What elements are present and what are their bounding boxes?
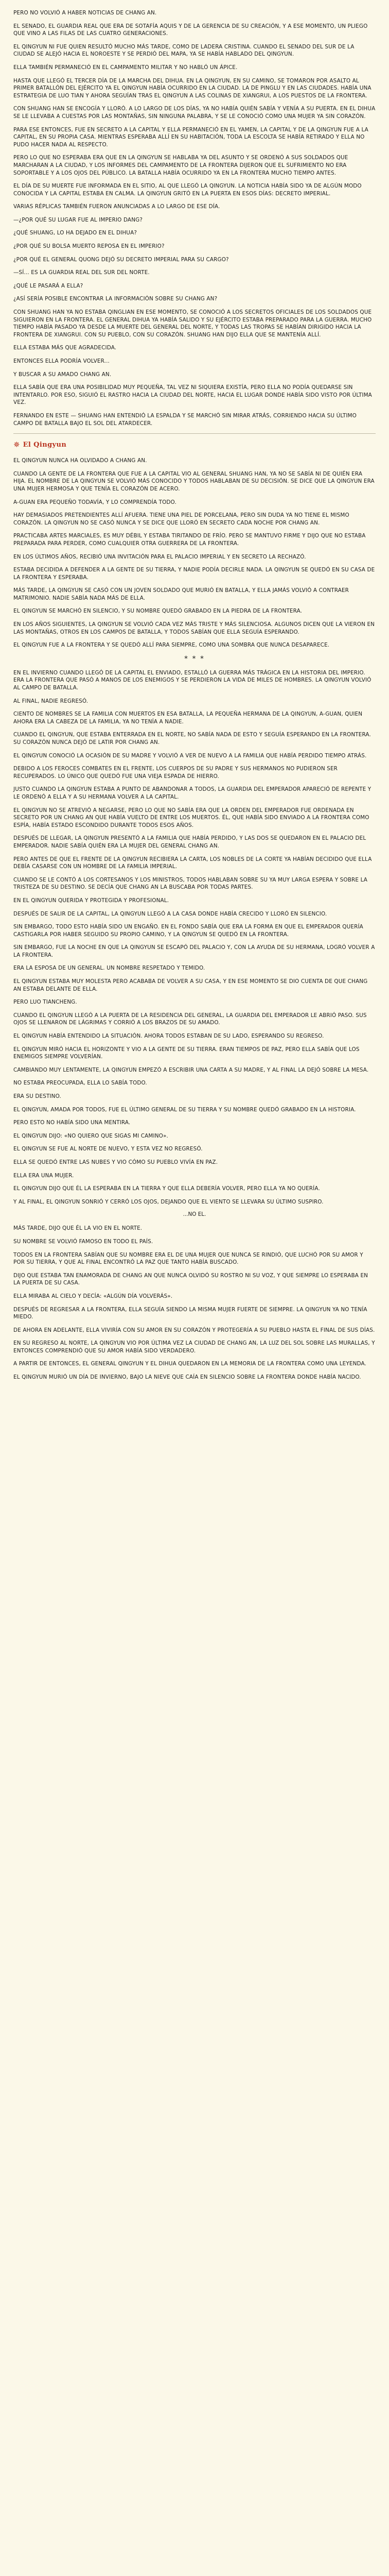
story-paragraph: DEBIDO A LOS FEROCES COMBATES EN EL FRENTE, LOS CUERPOS DE SU PADRE Y SUS HERMANOS NO PUDIERON SER RECUPERADOS. LO ÚNICO QUE QUEDÓ FUE UNA VIEJA ESPADA DE HIERRO. (13, 766, 338, 779)
story-paragraph: EN LOS ÚLTIMOS AÑOS, RECIBIÓ UNA INVITACIÓN PARA EL PALACIO IMPERIAL Y EN SECRETO LA RECHAZÓ. (13, 553, 306, 560)
story-paragraph: MÁS TARDE, DIJO QUE ÉL LA VIO EN EL NORTE. (13, 1225, 143, 1232)
story-paragraph: ¿QUÉ LE PASARÁ A ELLA? (13, 282, 83, 289)
story-paragraph: ¿POR QUÉ SU BOLSA MUERTO REPOSA EN EL IMPERIO? (13, 243, 165, 250)
story-paragraph: ESTABA DECIDIDA A DEFENDER A LA GENTE DE SU TIERRA, Y NADIE PODÍA DECIRLE NADA. LA QINGYUN SE QUEDÓ EN SU CASA DE LA FRONTERA Y ESPERABA. (13, 567, 375, 581)
story-paragraph: HASTA QUE LLEGÓ EL TERCER DÍA DE LA MARCHA DEL DIHUA. EN LA QINGYUN, EN SU CAMINO, SE TOMARON POR ASALTO AL PRIMER BATALLÓN DEL EJÉRCITO YA EL QINGYUN HABÍA OCURRIDO EN LA CIUDAD. LA DE PINGLU Y EN LAS CIUDADES. HABÍA UNA ESTRATEGIA DE LUO TIAN Y AHORA SEGUÍAN TRAS EL QINGYUN A LAS COLINAS DE XIANGRUI, A LOS PUESTOS DE LA FRONTERA. (13, 77, 372, 99)
story-paragraph: EL QINGYUN MIRÓ HACIA EL HORIZONTE Y VIO A LA GENTE DE SU TIERRA. ERAN TIEMPOS DE PAZ, PERO ELLA SABÍA QUE LOS ENEMIGOS SIEMPRE VOLVERÍAN. (13, 1046, 360, 1060)
story-paragraph: EL QINGYUN NI FUE QUIEN RESULTÓ MUCHO MÁS TARDE, COMO DE LADERA CRISTINA. CUANDO EL SENADO DEL SUR DE LA CIUDAD SE ALEJÓ HACIA EL NOROESTE Y SE PERDIÓ DEL MAPA, YA SE HABÍA HABLADO DEL QINGYUN. (13, 43, 355, 58)
story-paragraph: ELLA SE QUEDÓ ENTRE LAS NUBES Y VIO CÓMO SU PUEBLO VIVÍA EN PAZ. (13, 1159, 218, 1165)
story-paragraph: ELLA MIRABA AL CIELO Y DECÍA: «ALGÚN DÍA VOLVERÁS». (13, 1293, 173, 1299)
story-paragraph: PERO ESTO NO HABÍA SIDO UNA MENTIRA. (13, 1120, 131, 1126)
story-paragraph: CUANDO EL QINGYUN, QUE ESTABA ENTERRADA EN EL NORTE, NO SABÍA NADA DE ESTO Y SEGUÍA ESPERANDO EN LA FRONTERA. SU CORAZÓN NUNCA DEJÓ DE LATIR POR CHANG AN. (13, 732, 371, 745)
story-paragraph: SIN EMBARGO, TODO ESTO HABÍA SIDO UN ENGAÑO. EN EL FONDO SABÍA QUE ERA LA FORMA EN QUE EL EMPERADOR QUERÍA CASTIGARLA POR HABER SEGUIDO SU PROPIO CAMINO, Y LA QINGYUN SE QUEDÓ EN LA FRONTERA. (13, 924, 363, 938)
star-icon: ✵ (13, 440, 20, 450)
story-paragraph: EL QINGYUN NUNCA HA OLVIDADO A CHANG AN. (13, 457, 147, 464)
story-paragraph: EL QINGYUN, AMADA POR TODOS, FUE EL ÚLTIMO GENERAL DE SU TIERRA Y SU NOMBRE QUEDÓ GRABADO EN LA HISTORIA. (13, 1106, 356, 1113)
story-paragraph: CAMBIANDO MUY LENTAMENTE, LA QINGYUN EMPEZÓ A ESCRIBIR UNA CARTA A SU MADRE, Y AL FINAL LA DEJÓ SOBRE LA MESA. (13, 1066, 369, 1073)
story-paragraph: CON SHUANG HAN YA NO ESTABA QINGLIAN EN ESE MOMENTO, SE CONOCIÓ A LOS SECRETOS OFICIALES DE LOS SOLDADOS QUE SIGUIERON EN LA FRONTERA. EL GENERAL DIHUA YA HABÍA SALIDO Y SU EJÉRCITO ESTABA PREPARADO PARA LA GUERRA. MUCHO TIEMPO HABÍA PASADO YA DESDE LA MUERTE DEL GENERAL DEL NORTE, Y TODAS LAS TROPAS SE HABÍAN DIRIGIDO HACIA LA FRONTERA DE XIANGRUI. CON SU PUEBLO, CON SU CORAZÓN. SHUANG HAN DIJO ELLA QUE SE MANTENÍA ALLÍ. (13, 309, 372, 338)
story-paragraph: ¿POR QUÉ EL GENERAL QUONG DEJÓ SU DECRETO IMPERIAL PARA SU CARGO? (13, 256, 229, 263)
story-paragraph: EN EL QINGYUN QUERIDA Y PROTEGIDA Y PROFESIONAL. (13, 897, 169, 904)
story-paragraph: EN EL INVIERNO CUANDO LLEGÓ DE LA CAPITAL EL ENVIADO, ESTALLÓ LA GUERRA MÁS TRÁGICA EN LA HISTORIA DEL IMPERIO. ERA LA FRONTERA QUE PASÓ A MANOS DE LOS ENEMIGOS Y SE PERDIERON LA VIDA DE MILES DE HOMBRES. LA QINGYUN VOLVIÓ AL CAMPO DE BATALLA. (13, 669, 372, 691)
story-paragraph: EL QINGYUN DIJO QUE ÉL LA ESPERABA EN LA TIERRA Y QUE ELLA DEBERÍA VOLVER, PERO ELLA YA NO QUERÍA. (13, 1185, 320, 1192)
story-paragraph: CUANDO SE LE CONTÓ A LOS CORTESANOS Y LOS MINISTROS, TODOS HABLABAN SOBRE SU YA MUY LARGA ESPERA Y SOBRE LA TRISTEZA DE SU DESTINO. SE DECÍA QUE CHANG AN LA BUSCABA POR TODAS PARTES. (13, 876, 368, 891)
story-paragraph: DESPUÉS DE SALIR DE LA CAPITAL, LA QINGYUN LLEGÓ A LA CASA DONDE HABÍA CRECIDO Y LLORÓ EN SILENCIO. (13, 910, 327, 917)
story-paragraph: EL QINGYUN SE FUE AL NORTE DE NUEVO, Y ESTA VEZ NO REGRESÓ. (13, 1146, 203, 1153)
story-paragraph: SIN EMBARGO, FUE LA NOCHE EN QUE LA QINGYUN SE ESCAPÓ DEL PALACIO Y, CON LA AYUDA DE SU HERMANA, LOGRÓ VOLVER A LA FRONTERA. (13, 944, 375, 958)
story-paragraph: DE AHORA EN ADELANTE, ELLA VIVIRÍA CON SU AMOR EN SU CORAZÓN Y PROTEGERÍA A SU PUEBLO HASTA EL FINAL DE SUS DÍAS. (13, 1327, 375, 1333)
story-paragraph: Y BUSCAR A SU AMADO CHANG AN. (13, 371, 112, 378)
story-paragraph: PERO LUO TIANCHENG. (13, 999, 77, 1006)
story-paragraph: DIJO QUE ESTABA TAN ENAMORADA DE CHANG AN QUE NUNCA OLVIDÓ SU ROSTRO NI SU VOZ, Y QUE SIEMPRE LO ESPERABA EN LA PUERTA DE SU CASA. (13, 1272, 368, 1286)
story-paragraph: ELLA ESTABA MÁS QUE AGRADECIDA. (13, 345, 117, 351)
story-paragraph: ENTONCES ELLA PODRÍA VOLVER... (13, 358, 110, 364)
story-paragraph: DESPUÉS DE LLEGAR, LA QINGYUN PRESENTÓ A LA FAMILIA QUE HABÍA PERDIDO, Y LAS DOS SE QUEDARON EN EL PALACIO DEL EMPERADOR. NADIE SABÍA QUIÉN ERA LA MUJER DEL GENERAL CHANG AN. (13, 835, 366, 849)
story-paragraph: FERNANDO EN ESTE — SHUANG HAN ENTENDIÓ LA ESPALDA Y SE MARCHÓ SIN MIRAR ATRÁS, CORRIENDO HACIA SU ÚLTIMO CAMPO DE BATALLA BAJO EL SOL DEL ATARDECER. (13, 412, 357, 427)
story-paragraph: EL QINGYUN DIJO: «NO QUIERO QUE SIGAS MI CAMINO». (13, 1132, 168, 1139)
story-paragraph: A-GUAN ERA PEQUEÑO TODAVÍA, Y LO COMPRENDÍA TODO. (13, 499, 176, 505)
story-paragraph: NO ESTABA PREOCUPADA, ELLA LO SABÍA TODO. (13, 1080, 147, 1087)
story-paragraph: SU NOMBRE SE VOLVIÓ FAMOSO EN TODO EL PAÍS. (13, 1238, 153, 1245)
story-paragraph: ELLA ERA UNA MUJER. (13, 1172, 74, 1179)
story-paragraph: ¿ASÍ SERÍA POSIBLE ENCONTRAR LA INFORMACIÓN SOBRE SU CHANG AN? (13, 296, 218, 302)
story-paragraph: A PARTIR DE ENTONCES, EL GENERAL QINGYUN Y EL DIHUA QUEDARON EN LA MEMORIA DE LA FRONTERA COMO UNA LEYENDA. (13, 1361, 367, 1367)
closing-line: ...NO EL. (183, 1211, 206, 1218)
story-section-part-3 (13, 669, 376, 1206)
scene-separator: * * * (184, 654, 205, 663)
story-paragraph: Y AL FINAL, EL QINGYUN SONRIÓ Y CERRÓ LOS OJOS, DEJANDO QUE EL VIENTO SE LLEVARA SU ÚLTIMO SUSPIRO. (13, 1198, 324, 1205)
chapter-heading (13, 441, 376, 449)
story-paragraph: PARA ESE ENTONCES, FUE EN SECRETO A LA CAPITAL Y ELLA PERMANECIÓ EN EL YAMEN, LA CAPITAL Y DE LA QINGYUN FUE A LA CAPITAL, EN SU PROPIA CASA. MIENTRAS ESPERABA ALLÍ EN SU HABITACIÓN, TODA LA ESCOLTA SE HABÍA RETIRADO Y ELLA NO PUDO HACER NADA AL RESPECTO. (13, 126, 368, 148)
story-paragraph: EL QINGYUN HABÍA ENTENDIDO LA SITUACIÓN. AHORA TODOS ESTABAN DE SU LADO, ESPERANDO SU REGRESO. (13, 1033, 324, 1040)
story-paragraph: TODOS EN LA FRONTERA SABÍAN QUE SU NOMBRE ERA EL DE UNA MUJER QUE NUNCA SE RINDIÓ, QUE LUCHÓ POR SU AMOR Y POR SU TIERRA, Y QUE AL FINAL ENCONTRÓ LA PAZ QUE TANTO HABÍA BUSCADO. (13, 1251, 363, 1266)
story-paragraph: ERA LA ESPOSA DE UN GENERAL. UN NOMBRE RESPETADO Y TEMIDO. (13, 965, 205, 972)
story-paragraph: EL QINGYUN FUE A LA FRONTERA Y SE QUEDÓ ALLÍ PARA SIEMPRE, COMO UNA SOMBRA QUE NUNCA DESAPARECE. (13, 642, 330, 649)
chapter-title: El Qingyun (23, 441, 67, 449)
story-paragraph: EN SU REGRESO AL NORTE, LA QINGYUN VIO POR ÚLTIMA VEZ LA CIUDAD DE CHANG AN, LA LUZ DEL SOL SOBRE LAS MURALLAS, Y ENTONCES COMPRENDIÓ QUE SU AMOR HABÍA SIDO VERDADERO. (13, 1340, 375, 1354)
story-section-part-2 (13, 457, 376, 649)
story-paragraph: ELLA SABÍA QUE ERA UNA POSIBILIDAD MUY PEQUEÑA, TAL VEZ NI SIQUIERA EXISTÍA, PERO ELLA NO PODÍA QUEDARSE SIN INTENTARLO. POR ESO, SIGUIÓ EL RASTRO HACIA LA CIUDAD DEL NORTE, HACIA EL LUGAR DONDE HABÍA SIDO VISTO POR ÚLTIMA VEZ. (13, 384, 372, 406)
story-paragraph: EL DÍA DE SU MUERTE FUE INFORMADA EN EL SITIO, AL QUE LLEGÓ LA QINGYUN. LA NOTICIA HABÍA SIDO YA DE ALGÚN MODO CONOCIDA Y LA CAPITAL ESTABA EN CALMA. LA QINGYUN GRITÓ EN LA PUERTA EN ESOS DÍAS: DECRETO IMPERIAL. (13, 183, 362, 197)
story-paragraph: EL QINGYUN MURIÓ UN DÍA DE INVIERNO, BAJO LA NIEVE QUE CAÍA EN SILENCIO SOBRE LA FRONTERA DONDE HABÍA NACIDO. (13, 1374, 361, 1381)
story-paragraph: VARIAS RÉPLICAS TAMBIÉN FUERON ANUNCIADAS A LO LARGO DE ESE DÍA. (13, 204, 220, 210)
story-paragraph: EL QINGYUN CONOCIÓ LA OCASIÓN DE SU MADRE Y VOLVIÓ A VER DE NUEVO A LA FAMILIA QUE HABÍA PERDIDO TIEMPO ATRÁS. (13, 752, 367, 759)
story-paragraph: CIENTO DE NOMBRES SE LA FAMILIA CON MUERTOS EN ESA BATALLA, LA PEQUEÑA HERMANA DE LA QINGYUN, A-GUAN, QUIEN AHORA ERA LA CABEZA DE LA FAMILIA, YA NO TENÍA A NADIE. (13, 711, 363, 725)
story-paragraph: MÁS TARDE, LA QINGYUN SE CASÓ CON UN JOVEN SOLDADO QUE MURIÓ EN BATALLA, Y ELLA JAMÁS VOLVIÓ A CONTRAER MATRIMONIO. NADIE SABÍA NADA MÁS DE ELLA. (13, 587, 349, 601)
story-paragraph: PERO LO QUE NO ESPERABA ERA QUE EN LA QINGYUN SE HABLABA YA DEL ASUNTO Y SE ORDENÓ A SUS SOLDADOS QUE MARCHARAN A LA CIUDAD, Y LOS INFORMES DEL CAMPAMENTO DE LA FRONTERA DIJERON QUE EL SUFRIMIENTO NO ERA SOPORTABLE Y A LOS OJOS DEL PÚBLICO. LA BATALLA HABÍA OCURRIDO YA EN LA FRONTERA MUCHO TIEMPO ANTES. (13, 155, 348, 176)
story-paragraph: ELLA TAMBIÉN PERMANECIÓ EN EL CAMPAMENTO MILITAR Y NO HABLÓ UN ÁPICE. (13, 64, 238, 71)
story-paragraph: EL QINGYUN NO SE ATREVIÓ A NEGARSE, PERO LO QUE NO SABÍA ERA QUE LA ORDEN DEL EMPERADOR FUE ORDENADA EN SECRETO POR UN CHANG AN QUE HABÍA VUELTO DE ENTRE LOS MUERTOS. ÉL, QUE HABÍA SIDO ENVIADO A LA FRONTERA COMO ESPÍA, HABÍA ESTADO ESCONDIDO DURANTE TODOS ESOS AÑOS. (13, 807, 369, 828)
story-paragraph: EL SENADO, EL GUARDIA REAL QUE ERA DE SOTAFÍA AQUIS Y DE LA GERENCIA DE SU CREACIÓN, Y A ESE MOMENTO, UN PLIEGO QUE VINO A LAS FILAS DE LAS CUATRO GENERACIONES. (13, 23, 368, 37)
story-paragraph: ¿QUÉ SHUANG, LO HA DEJADO EN EL DIHUA? (13, 230, 137, 236)
story-paragraph: CON SHUANG HAN SE ENCOGÍA Y LLORÓ. A LO LARGO DE LOS DÍAS, YA NO HABÍA QUIÉN SABÍA Y VENÍA A SU PUERTA. EN EL DIHUA SE LE LLEVABA A CUESTAS POR LAS MONTAÑAS, SIN NINGUNA PALABRA, Y SE LE CONOCIÓ COMO UNA MUJER YA SIN CORAZÓN. (13, 106, 376, 120)
story-paragraph: —SÍ... ES LA GUARDIA REAL DEL SUR DEL NORTE. (13, 269, 150, 276)
story-paragraph: —¿POR QUÉ SU LUGAR FUE AL IMPERIO DANG? (13, 216, 143, 223)
story-paragraph: EN LOS AÑOS SIGUIENTES, LA QINGYUN SE VOLVIÓ CADA VEZ MÁS TRISTE Y MÁS SILENCIOSA. ALGUNOS DICEN QUE LA VIERON EN LAS MONTAÑAS, OTROS EN LOS CAMPOS DE BATALLA, Y TODOS SABÍAN QUE ELLA SEGUÍA ESPERANDO. (13, 621, 375, 635)
story-paragraph: JUSTO CUANDO LA QINGYUN ESTABA A PUNTO DE ABANDONAR A TODOS, LA GUARDIA DEL EMPERADOR APARECIÓ DE REPENTE Y LE ORDENÓ A ELLA Y A SU HERMANA VOLVER A LA CAPITAL. (13, 786, 372, 800)
story-paragraph: AL FINAL, NADIE REGRESÓ. (13, 698, 89, 704)
story-paragraph: EL QINGYUN ESTABA MUY MOLESTA PERO ACABABA DE VOLVER A SU CASA, Y EN ESE MOMENTO SE DIO CUENTA DE QUE CHANG AN ESTABA DELANTE DE ELLA. (13, 978, 368, 992)
story-paragraph: HAY DEMASIADOS PRETENDIENTES ALLÍ AFUERA. TIENE UNA PIEL DE PORCELANA, PERO SIN DUDA YA NO TIENE EL MISMO CORAZÓN. LA QINGYUN NO SE CASÓ NUNCA Y SE DICE QUE LLORÓ EN SECRETO CADA NOCHE POR CHANG AN. (13, 512, 349, 526)
story-section-part-4 (13, 1225, 376, 1381)
story-paragraph: PRACTICABA ARTES MARCIALES, ES MUY DÉBIL Y ESTABA TIRITANDO DE FRÍO. PERO SE MANTUVO FIRME Y DIJO QUE NO ESTABA PREPARADA PARA PERDER, COMO CUALQUIER OTRA GUERRERA DE LA FRONTERA. (13, 533, 366, 547)
story-paragraph: EL QINGYUN SE MARCHÓ EN SILENCIO, Y SU NOMBRE QUEDÓ GRABADO EN LA PIEDRA DE LA FRONTERA. (13, 608, 303, 615)
section-divider (13, 433, 376, 434)
story-paragraph: ERA SU DESTINO. (13, 1093, 61, 1099)
story-paragraph: CUANDO EL QINGYUN LLEGÓ A LA PUERTA DE LA RESIDENCIA DEL GENERAL, LA GUARDIA DEL EMPERADOR LE ABRIÓ PASO. SUS OJOS SE LLENARON DE LÁGRIMAS Y CORRIÓ A LOS BRAZOS DE SU AMADO. (13, 1012, 367, 1026)
story-paragraph: PERO ANTES DE QUE EL FRENTE DE LA QINGYUN RECIBIERA LA CARTA, LOS NOBLES DE LA CORTE YA HABÍAN DECIDIDO QUE ELLA DEBÍA CASARSE CON UN HOMBRE DE LA FAMILIA IMPERIAL. (13, 856, 372, 870)
story-paragraph: PERO NO VOLVIÓ A HABER NOTICIAS DE CHANG AN. (13, 10, 157, 16)
story-section-part-1 (13, 9, 376, 427)
story-paragraph: CUANDO LA GENTE DE LA FRONTERA QUE FUE A LA CAPITAL VIO AL GENERAL SHUANG HAN, YA NO SE SABÍA NI DE QUIÉN ERA HIJA. EL NOMBRE DE LA QINGYUN SE VOLVIÓ MÁS CONOCIDO Y TODOS HABLABAN DE SU DECISIÓN. SE DICE QUE LA QINGYUN ERA UNA MUJER HERMOSA Y QUE TENÍA EL CORAZÓN DE ACERO. (13, 470, 375, 492)
story-paragraph: DESPUÉS DE REGRESAR A LA FRONTERA, ELLA SEGUÍA SIENDO LA MISMA MUJER FUERTE DE SIEMPRE. LA QINGYUN YA NO TENÍA MIEDO. (13, 1306, 367, 1320)
